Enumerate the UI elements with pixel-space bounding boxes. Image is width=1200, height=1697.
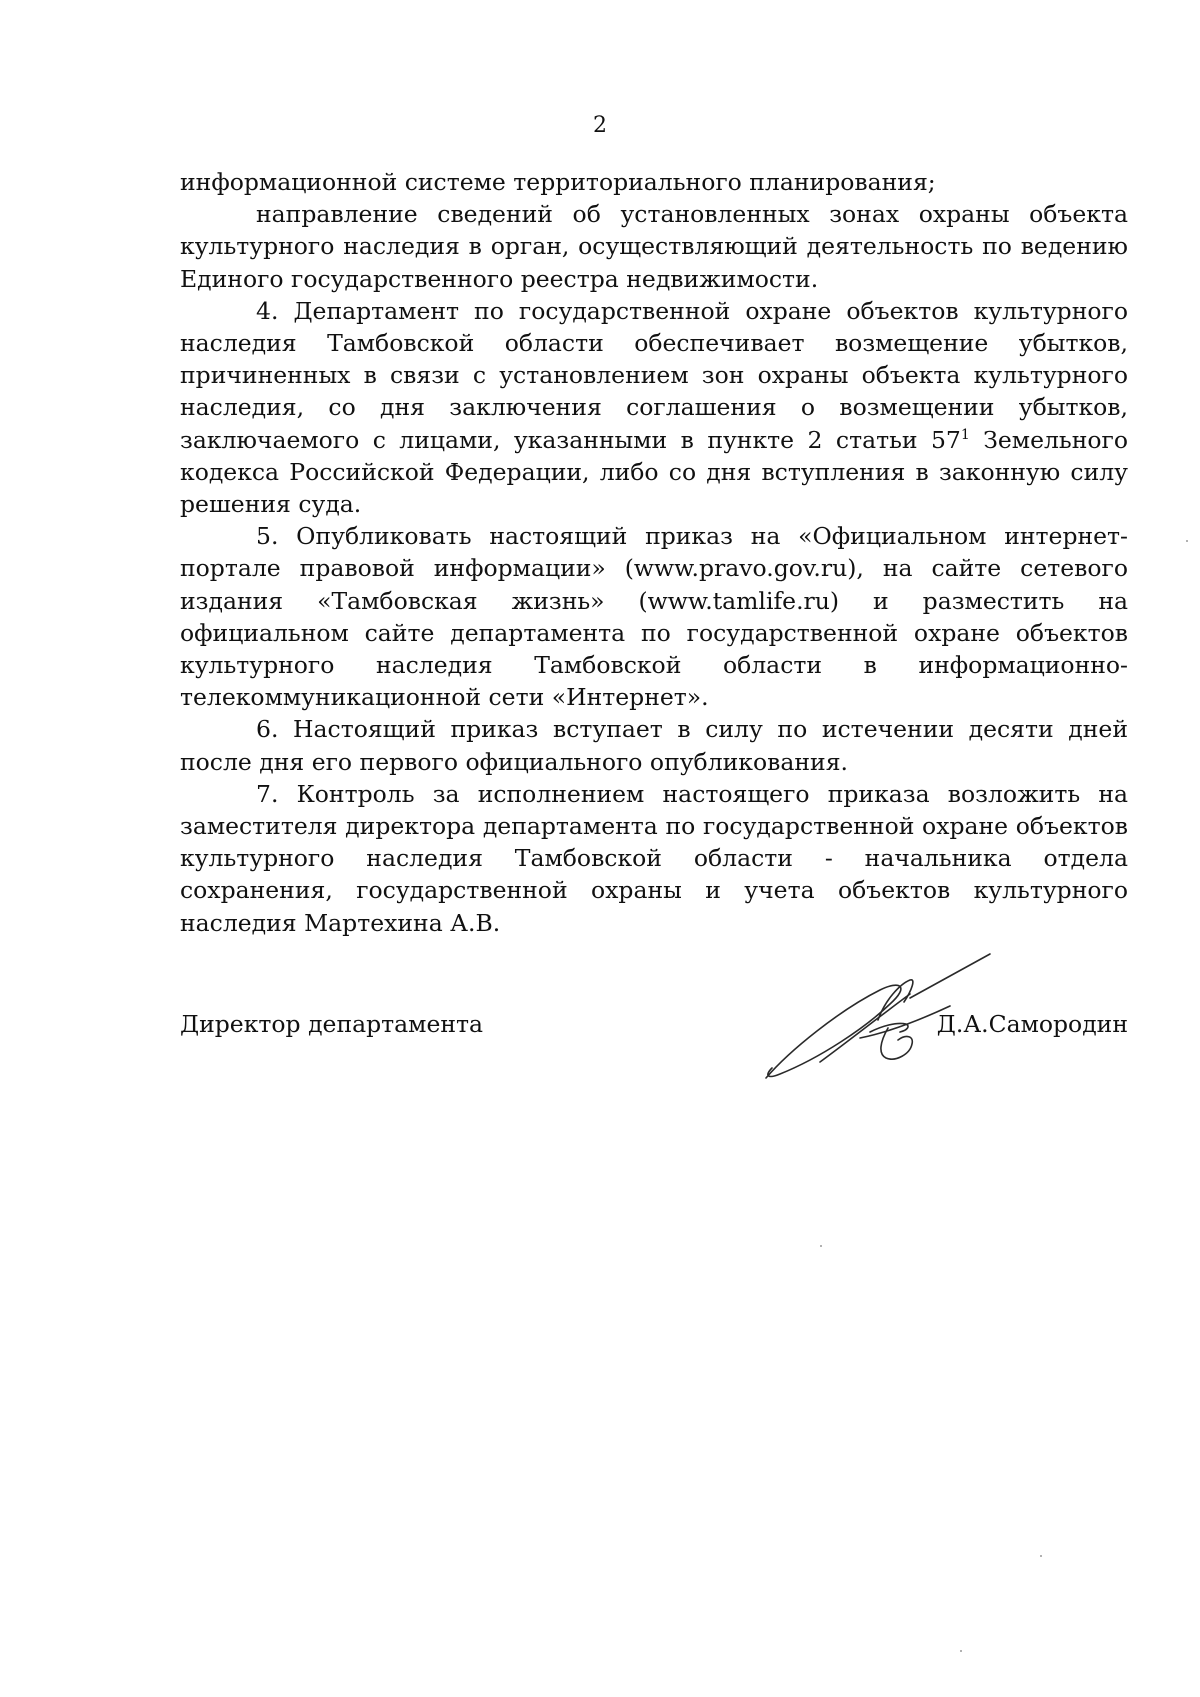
signature-block bbox=[180, 1010, 1128, 1090]
scan-speck bbox=[1040, 1555, 1042, 1557]
scan-speck bbox=[960, 1650, 962, 1652]
paragraph-5-publication: 5. Опубликовать настоящий приказ на «Официальном интернет-портале правовой информации» (www.pravo.gov.ru), на сайте сетевого издания «Тамбовская жизнь» (www.tamlife.ru) и разместить на официальном сайте департамента по государственной охране объектов культурного наследия Тамбовской области в информационно-телекоммуникационной сети «Интернет». bbox=[180, 522, 1128, 712]
signer-title: Директор департамента bbox=[180, 1010, 484, 1038]
scan-speck bbox=[1186, 540, 1188, 542]
document-body bbox=[180, 166, 1128, 939]
paragraph-4-text-start: 4. Департамент по государственной охране объектов культурного наследия Тамбовской области обеспечивает возмещение убытков, причиненных в связи с установлением зон охраны объекта культурного наследия, со дня заключения соглашения о возмещении убытков, заключаемого с лицами, указанными в пункте 2 статьи 57 bbox=[180, 296, 1128, 454]
paragraph-4-text-end: Земельного кодекса Российской Федерации, либо со дня вступления в законную силу решения суда. bbox=[180, 425, 1128, 519]
paragraph-6-effective-date: 6. Настоящий приказ вступает в силу по истечении десяти дней после дня его первого официального опубликования. bbox=[180, 715, 1128, 776]
page-number: 2 bbox=[593, 113, 607, 138]
scan-speck bbox=[820, 1245, 822, 1247]
paragraph-4-compensation bbox=[180, 295, 1128, 520]
paragraph-registry: направление сведений об установленных зонах охраны объекта культурного наследия в орган, осуществляющий деятельность по ведению Единого государственного реестра недвижимости. bbox=[180, 200, 1128, 293]
paragraph-continuation: информационной системе территориального планирования; bbox=[180, 168, 936, 196]
paragraph-7-control: 7. Контроль за исполнением настоящего приказа возложить на заместителя директора департамента по государственной охране объектов культурного наследия Тамбовской области - начальника отдела сохранения, государственной охраны и учета объектов культурного наследия Мартехина А.В. bbox=[180, 779, 1128, 937]
article-superscript: 1 bbox=[960, 426, 970, 443]
signer-name: Д.А.Самородин bbox=[936, 1010, 1128, 1038]
